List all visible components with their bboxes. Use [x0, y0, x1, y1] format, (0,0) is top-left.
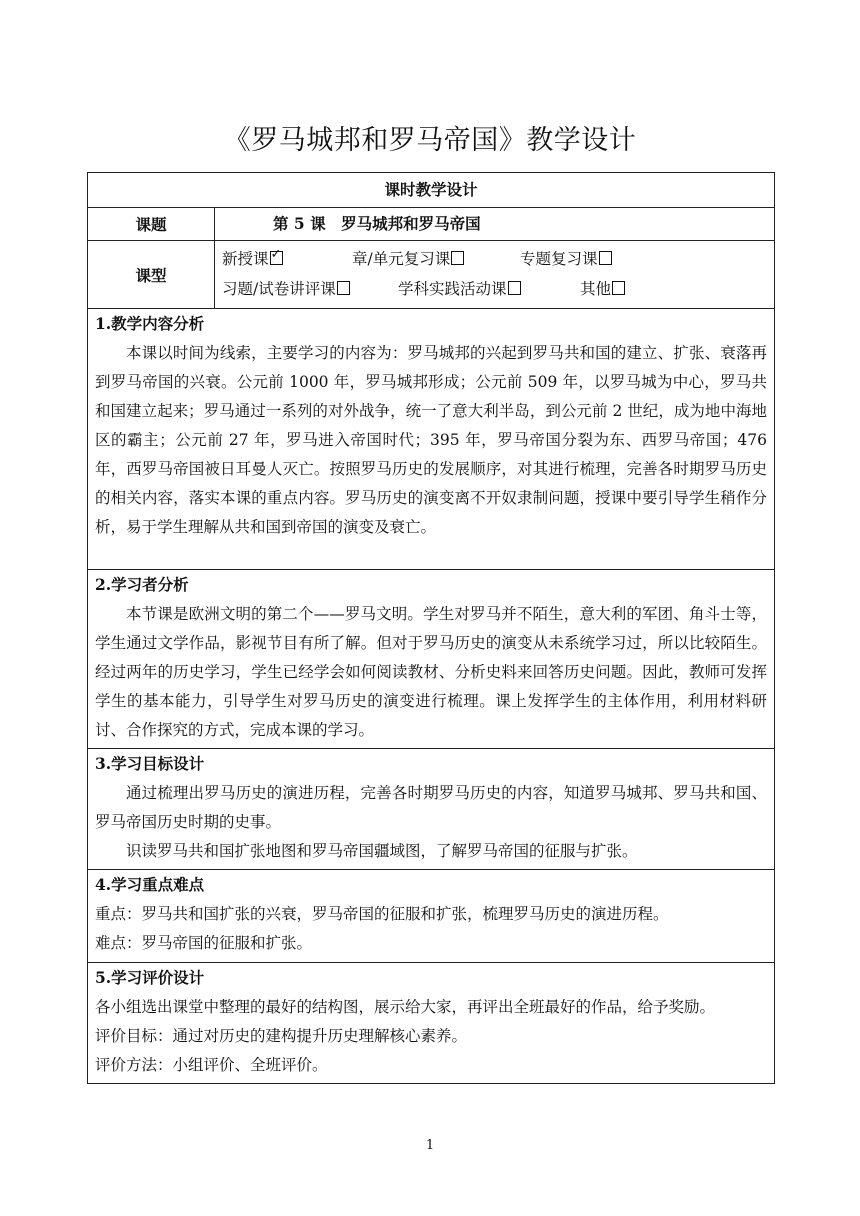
topic-value: 第 5 课 罗马城邦和罗马帝国	[215, 208, 775, 241]
checkbox-icon[interactable]	[612, 281, 625, 295]
goal-paragraph: 识读罗马共和国扩张地图和罗马帝国疆域图，了解罗马帝国的征服与扩张。	[126, 842, 638, 860]
table-header: 课时教学设计	[88, 173, 775, 208]
checkbox-checked-icon[interactable]	[270, 251, 283, 265]
option-exercise-review[interactable]: 习题/试卷讲评课	[222, 274, 398, 304]
section-key-points	[88, 870, 775, 963]
section-evaluation	[88, 963, 775, 1084]
option-other[interactable]: 其他	[580, 274, 625, 304]
evaluation-line: 各小组选出课堂中整理的最好的结构图，展示给大家，再评出全班最好的作品，给予奖励。	[95, 998, 716, 1016]
evaluation-line: 评价目标：通过对历史的建构提升历史理解核心素养。	[95, 1027, 468, 1045]
option-topic-review[interactable]: 专题复习课	[520, 244, 612, 274]
section-title: 1.教学内容分析	[95, 314, 205, 333]
section-title: 4.学习重点难点	[95, 875, 205, 894]
section-content-analysis	[88, 309, 775, 570]
section-title: 3.学习目标设计	[95, 754, 205, 773]
option-unit-review[interactable]: 章/单元复习课	[352, 244, 520, 274]
checkbox-icon[interactable]	[451, 251, 464, 265]
option-practice-activity[interactable]: 学科实践活动课	[398, 274, 580, 304]
lesson-design-table	[87, 172, 775, 1084]
checkbox-icon[interactable]	[508, 281, 521, 295]
section-learner-analysis	[88, 570, 775, 749]
lesson-type-options	[215, 241, 775, 309]
page-number: 1	[425, 1138, 435, 1153]
lesson-type-label: 课型	[88, 241, 215, 309]
difficulty-point: 难点：罗马帝国的征服和扩张。	[95, 934, 313, 952]
document-title: 《罗马城邦和罗马帝国》教学设计	[223, 125, 637, 156]
section-text: 本节课是欧洲文明的第二个——罗马文明。学生对罗马并不陌生，意大利的军团、角斗士等，学生通过文学作品，影视节目有所了解。但对于罗马历史的演变从未系统学习过，所以比较陌生。经过两年的历史学习，学生已经学会如何阅读教材、分析史料来回答历史问题。因此，教师可发挥学生的基本能力，引导学生对罗马历史的演变进行梳理。课上发挥学生的主体作用，利用材料研讨、合作探究的方式，完成本课的学习。	[95, 605, 767, 739]
key-point: 重点：罗马共和国扩张的兴衰，罗马帝国的征服和扩张，梳理罗马历史的演进历程。	[95, 905, 669, 923]
section-learning-goals	[88, 749, 775, 870]
section-title: 5.学习评价设计	[95, 968, 205, 987]
checkbox-icon[interactable]	[337, 281, 350, 295]
checkbox-icon[interactable]	[599, 251, 612, 265]
option-new-lesson[interactable]: 新授课✓	[222, 244, 352, 274]
section-title: 2.学习者分析	[95, 575, 189, 594]
topic-label: 课题	[88, 208, 215, 241]
goal-paragraph: 通过梳理出罗马历史的演进历程，完善各时期罗马历史的内容，知道罗马城邦、罗马共和国、罗马帝国历史时期的史事。	[95, 784, 767, 831]
evaluation-line: 评价方法：小组评价、全班评价。	[95, 1056, 328, 1074]
section-text: 本课以时间为线索，主要学习的内容为：罗马城邦的兴起到罗马共和国的建立、扩张、衰落再到罗马帝国的兴衰。公元前 1000 年，罗马城邦形成；公元前 509 年，以罗马城为中心，罗马共和国建立起来；罗马通过一系列的对外战争，统一了意大利半岛，到公元前 2 世纪，成为地中海地区的霸主；公元前 27 年，罗马进入帝国时代；395 年，罗马帝国分裂为东、西罗马帝国；476 年，西罗马帝国被日耳曼人灭亡。按照罗马历史的发展顺序，对其进行梳理，完善各时期罗马历史的相关内容，落实本课的重点内容。罗马历史的演变离不开奴隶制问题，授课中要引导学生稍作分析，易于学生理解从共和国到帝国的演变及衰亡。	[95, 344, 767, 536]
